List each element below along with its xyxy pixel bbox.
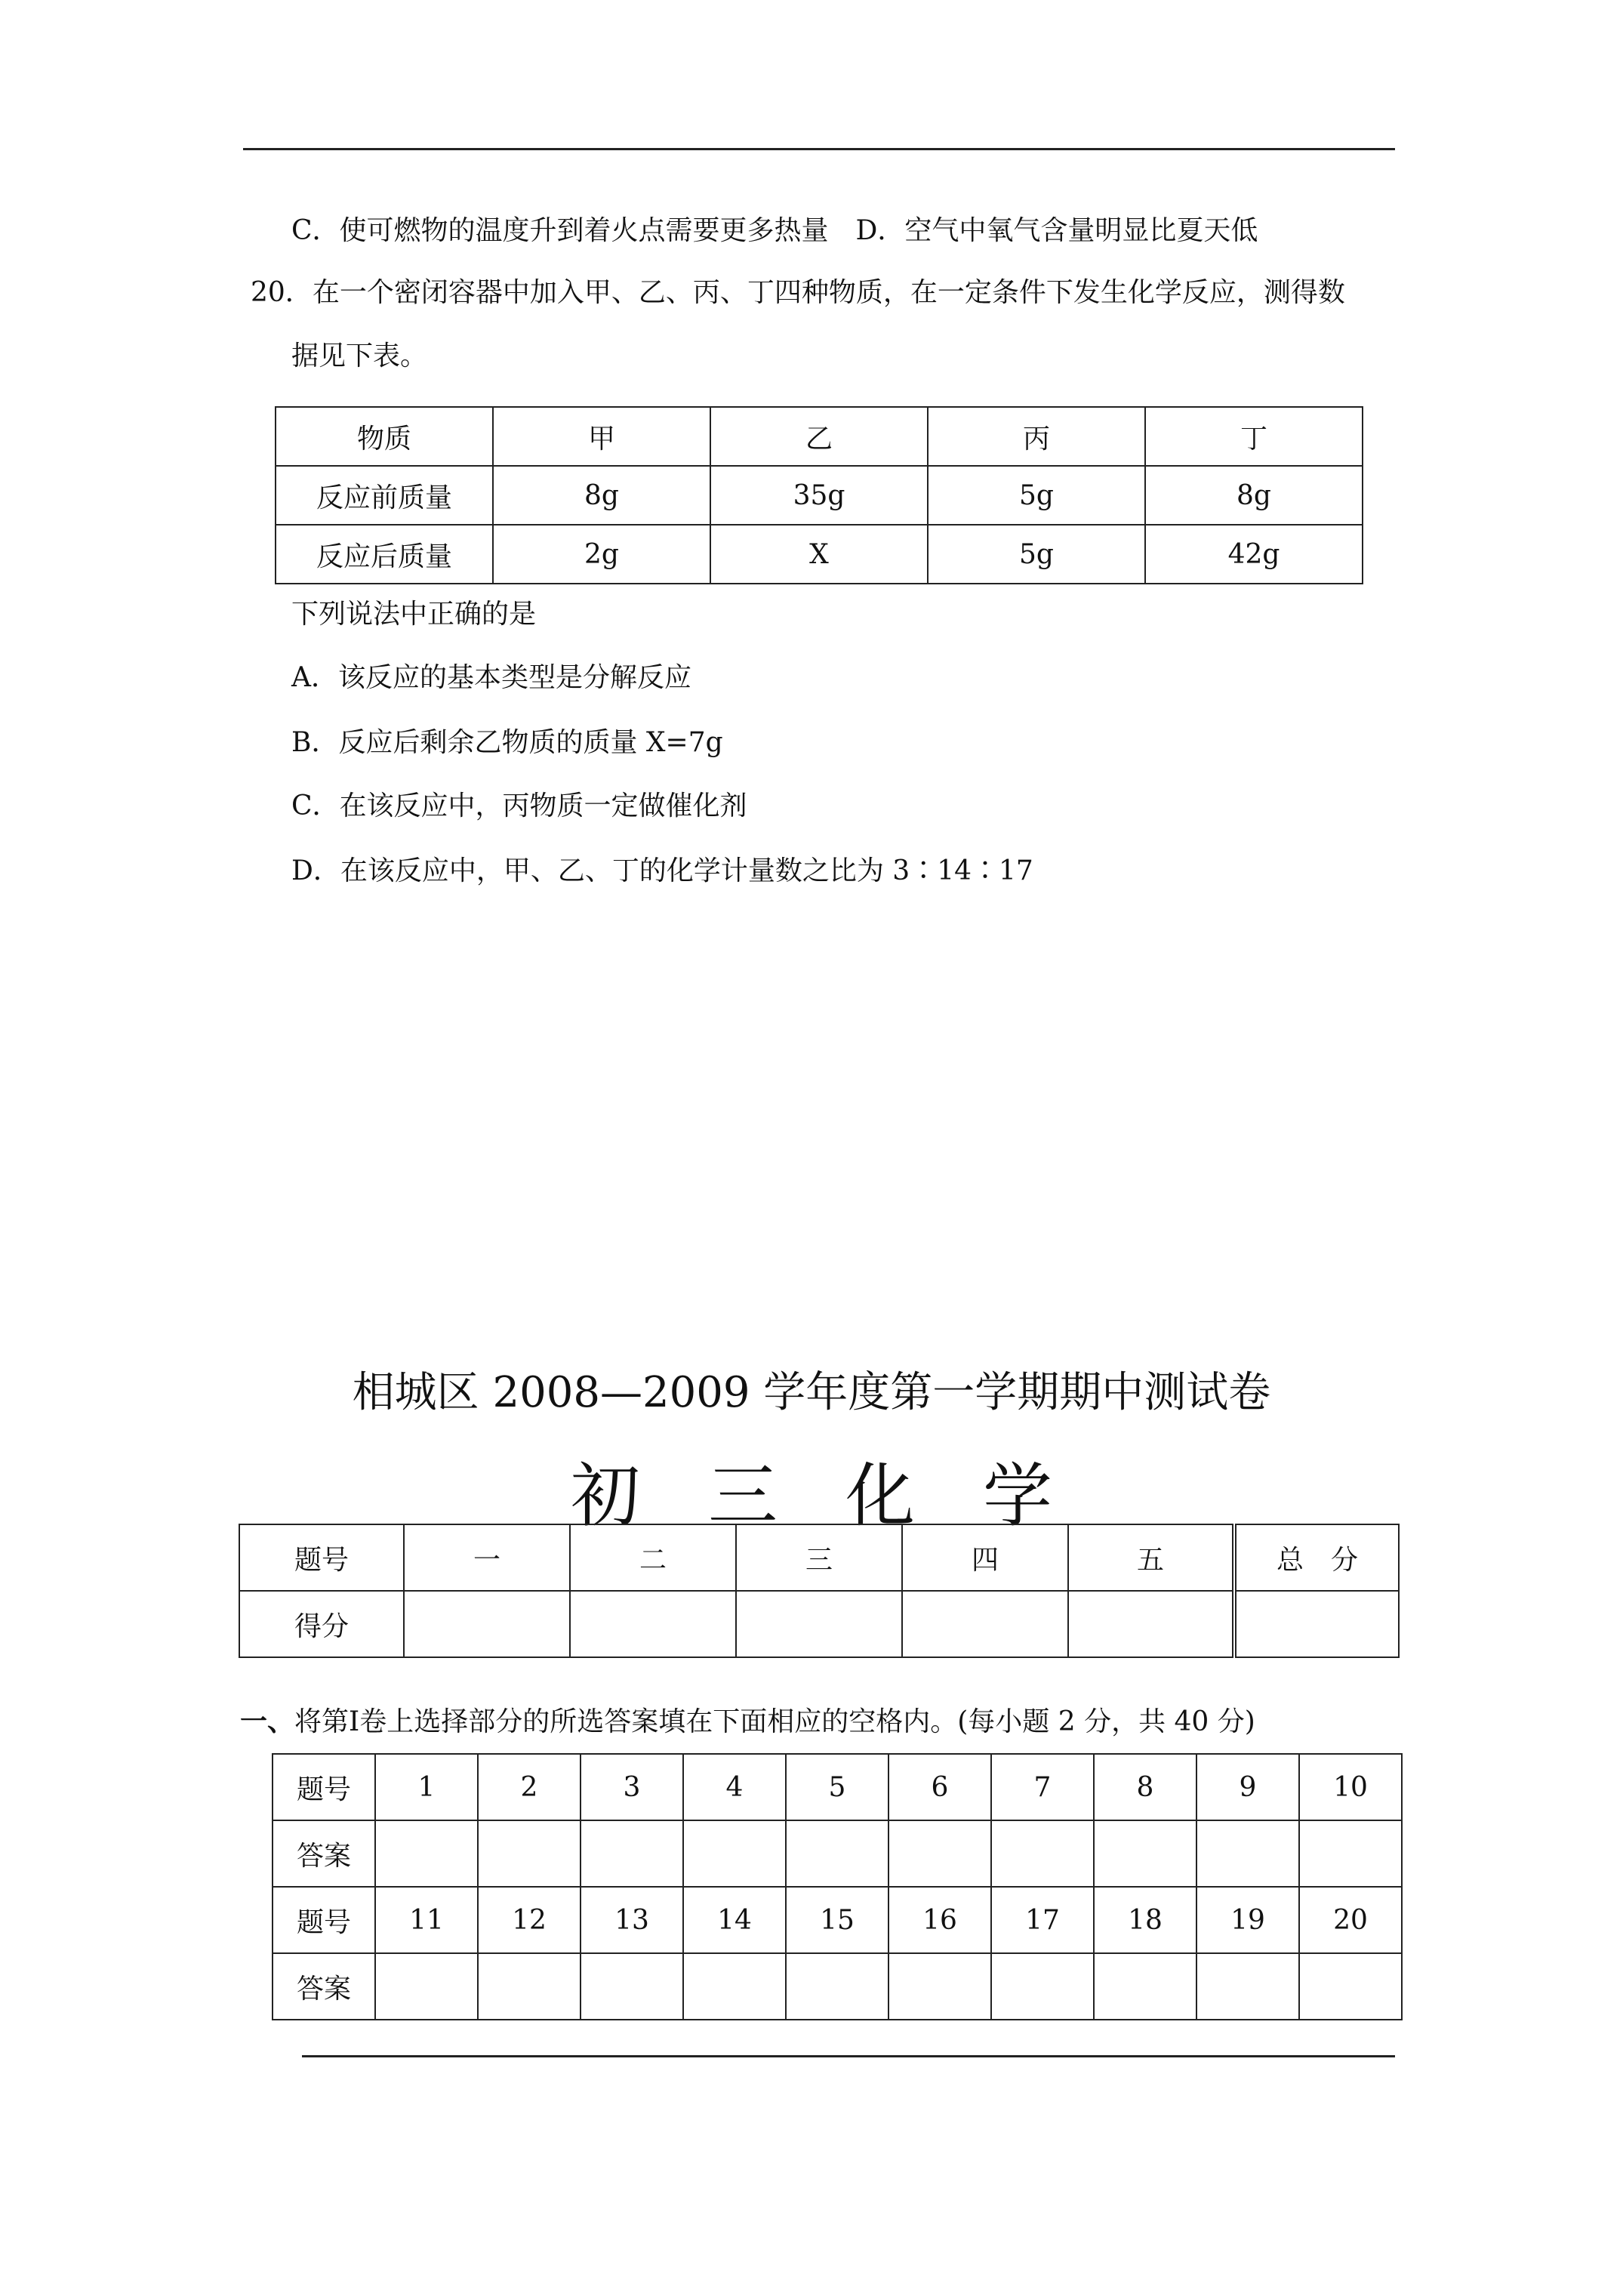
table-cell: 甲 [493, 407, 710, 466]
q20-option-b: B．反应后剩余乙物质的质量 X=7g [291, 727, 723, 758]
answer-cell[interactable] [888, 1953, 991, 2020]
table-cell: 得分 [239, 1591, 404, 1657]
section1-instruction-line [240, 1705, 1255, 1739]
table-cell: 11 [375, 1887, 478, 1953]
score-cell[interactable] [902, 1591, 1068, 1657]
score-table [239, 1524, 1400, 1658]
score-cell[interactable] [736, 1591, 902, 1657]
table-cell: X [710, 525, 928, 584]
table-cell: 8g [493, 466, 710, 525]
table-cell: 4 [683, 1754, 786, 1820]
table-cell: 反应后质量 [276, 525, 493, 584]
table-cell: 15 [786, 1887, 888, 1953]
top-rule [243, 148, 1395, 150]
table-cell: 12 [478, 1887, 581, 1953]
table-header-row [276, 407, 1363, 466]
table-cell: 9 [1196, 1754, 1299, 1820]
q20-number: 20． [251, 277, 313, 308]
table-cell: 题号 [273, 1754, 375, 1820]
table-cell: 7 [991, 1754, 1094, 1820]
answer-cell[interactable] [1196, 1820, 1299, 1887]
exam-title: 相城区 2008—2009 学年度第一学期期中测试卷 [352, 1368, 1271, 1417]
answer-cell[interactable] [888, 1820, 991, 1887]
table-cell: 3 [581, 1754, 683, 1820]
score-cell[interactable] [404, 1591, 570, 1657]
score-header-row [239, 1524, 1399, 1591]
answer-cell[interactable] [991, 1953, 1094, 2020]
score-cell[interactable] [570, 1591, 736, 1657]
table-cell: 8g [1145, 466, 1363, 525]
q20-prompt: 下列说法中正确的是 [291, 599, 537, 630]
q20-option-a: A．该反应的基本类型是分解反应 [291, 662, 691, 693]
answer-cell[interactable] [375, 1953, 478, 2020]
answer-number-row [273, 1887, 1402, 1953]
q19-options-cd: C．使可燃物的温度升到着火点需要更多热量 D．空气中氧气含量明显比夏天低 [291, 215, 1258, 246]
score-row [239, 1591, 1399, 1657]
answer-cell[interactable] [786, 1820, 888, 1887]
table-cell: 五 [1068, 1524, 1234, 1591]
answer-cell[interactable] [1299, 1820, 1402, 1887]
table-cell: 反应前质量 [276, 466, 493, 525]
answer-row [273, 1820, 1402, 1887]
table-cell: 题号 [239, 1524, 404, 1591]
answer-row [273, 1953, 1402, 2020]
answer-cell[interactable] [683, 1953, 786, 2020]
answer-cell[interactable] [478, 1820, 581, 1887]
table-cell: 物质 [276, 407, 493, 466]
answer-cell[interactable] [581, 1953, 683, 2020]
answer-cell[interactable] [1196, 1953, 1299, 2020]
section1-instruction: 将第Ⅰ卷上选择部分的所选答案填在下面相应的空格内。(每小题 2 分，共 40 分) [294, 1706, 1255, 1737]
answer-cell[interactable] [478, 1953, 581, 2020]
answer-cell[interactable] [683, 1820, 786, 1887]
answer-cell[interactable] [786, 1953, 888, 2020]
table-row [276, 466, 1363, 525]
table-cell: 2g [493, 525, 710, 584]
table-cell: 14 [683, 1887, 786, 1953]
table-cell: 20 [1299, 1887, 1402, 1953]
subject-title: 初三化学 [570, 1456, 1120, 1536]
table-cell: 乙 [710, 407, 928, 466]
table-cell: 10 [1299, 1754, 1402, 1820]
q20-option-c: C．在该反应中，丙物质一定做催化剂 [291, 791, 747, 821]
q20-stem: 在一个密闭容器中加入甲、乙、丙、丁四种物质，在一定条件下发生化学反应，测得数 [312, 277, 1345, 308]
score-cell[interactable] [1234, 1591, 1399, 1657]
answer-cell[interactable] [1094, 1820, 1196, 1887]
answer-number-row [273, 1754, 1402, 1820]
answer-cell[interactable] [1094, 1953, 1196, 2020]
table-cell: 42g [1145, 525, 1363, 584]
table-cell: 17 [991, 1887, 1094, 1953]
table-cell: 1 [375, 1754, 478, 1820]
table-cell: 二 [570, 1524, 736, 1591]
table-cell: 6 [888, 1754, 991, 1820]
table-cell: 四 [902, 1524, 1068, 1591]
q20-stem-line1 [251, 276, 1345, 310]
table-cell: 18 [1094, 1887, 1196, 1953]
table-cell: 总 分 [1234, 1524, 1399, 1591]
answer-cell[interactable] [1299, 1953, 1402, 2020]
section1-marker: 一、 [240, 1706, 295, 1737]
table-cell: 丙 [928, 407, 1145, 466]
table-cell: 16 [888, 1887, 991, 1953]
bottom-rule [302, 2055, 1395, 2057]
answer-table [272, 1753, 1403, 2020]
q20-option-d: D．在该反应中，甲、乙、丁的化学计量数之比为 3∶14∶17 [291, 855, 1033, 886]
table-cell: 5 [786, 1754, 888, 1820]
answer-cell[interactable] [991, 1820, 1094, 1887]
table-cell: 13 [581, 1887, 683, 1953]
table-cell: 答案 [273, 1953, 375, 2020]
table-cell: 答案 [273, 1820, 375, 1887]
table-cell: 丁 [1145, 407, 1363, 466]
table-cell: 8 [1094, 1754, 1196, 1820]
table-cell: 2 [478, 1754, 581, 1820]
table-row [276, 525, 1363, 584]
q20-stem-line2: 据见下表。 [291, 341, 428, 371]
answer-cell[interactable] [581, 1820, 683, 1887]
table-cell: 5g [928, 466, 1145, 525]
table-cell: 一 [404, 1524, 570, 1591]
table-cell: 35g [710, 466, 928, 525]
answer-cell[interactable] [375, 1820, 478, 1887]
table-cell: 19 [1196, 1887, 1299, 1953]
table-cell: 题号 [273, 1887, 375, 1953]
table-cell: 5g [928, 525, 1145, 584]
table-cell: 三 [736, 1524, 902, 1591]
q20-data-table [275, 406, 1363, 584]
score-cell[interactable] [1068, 1591, 1234, 1657]
